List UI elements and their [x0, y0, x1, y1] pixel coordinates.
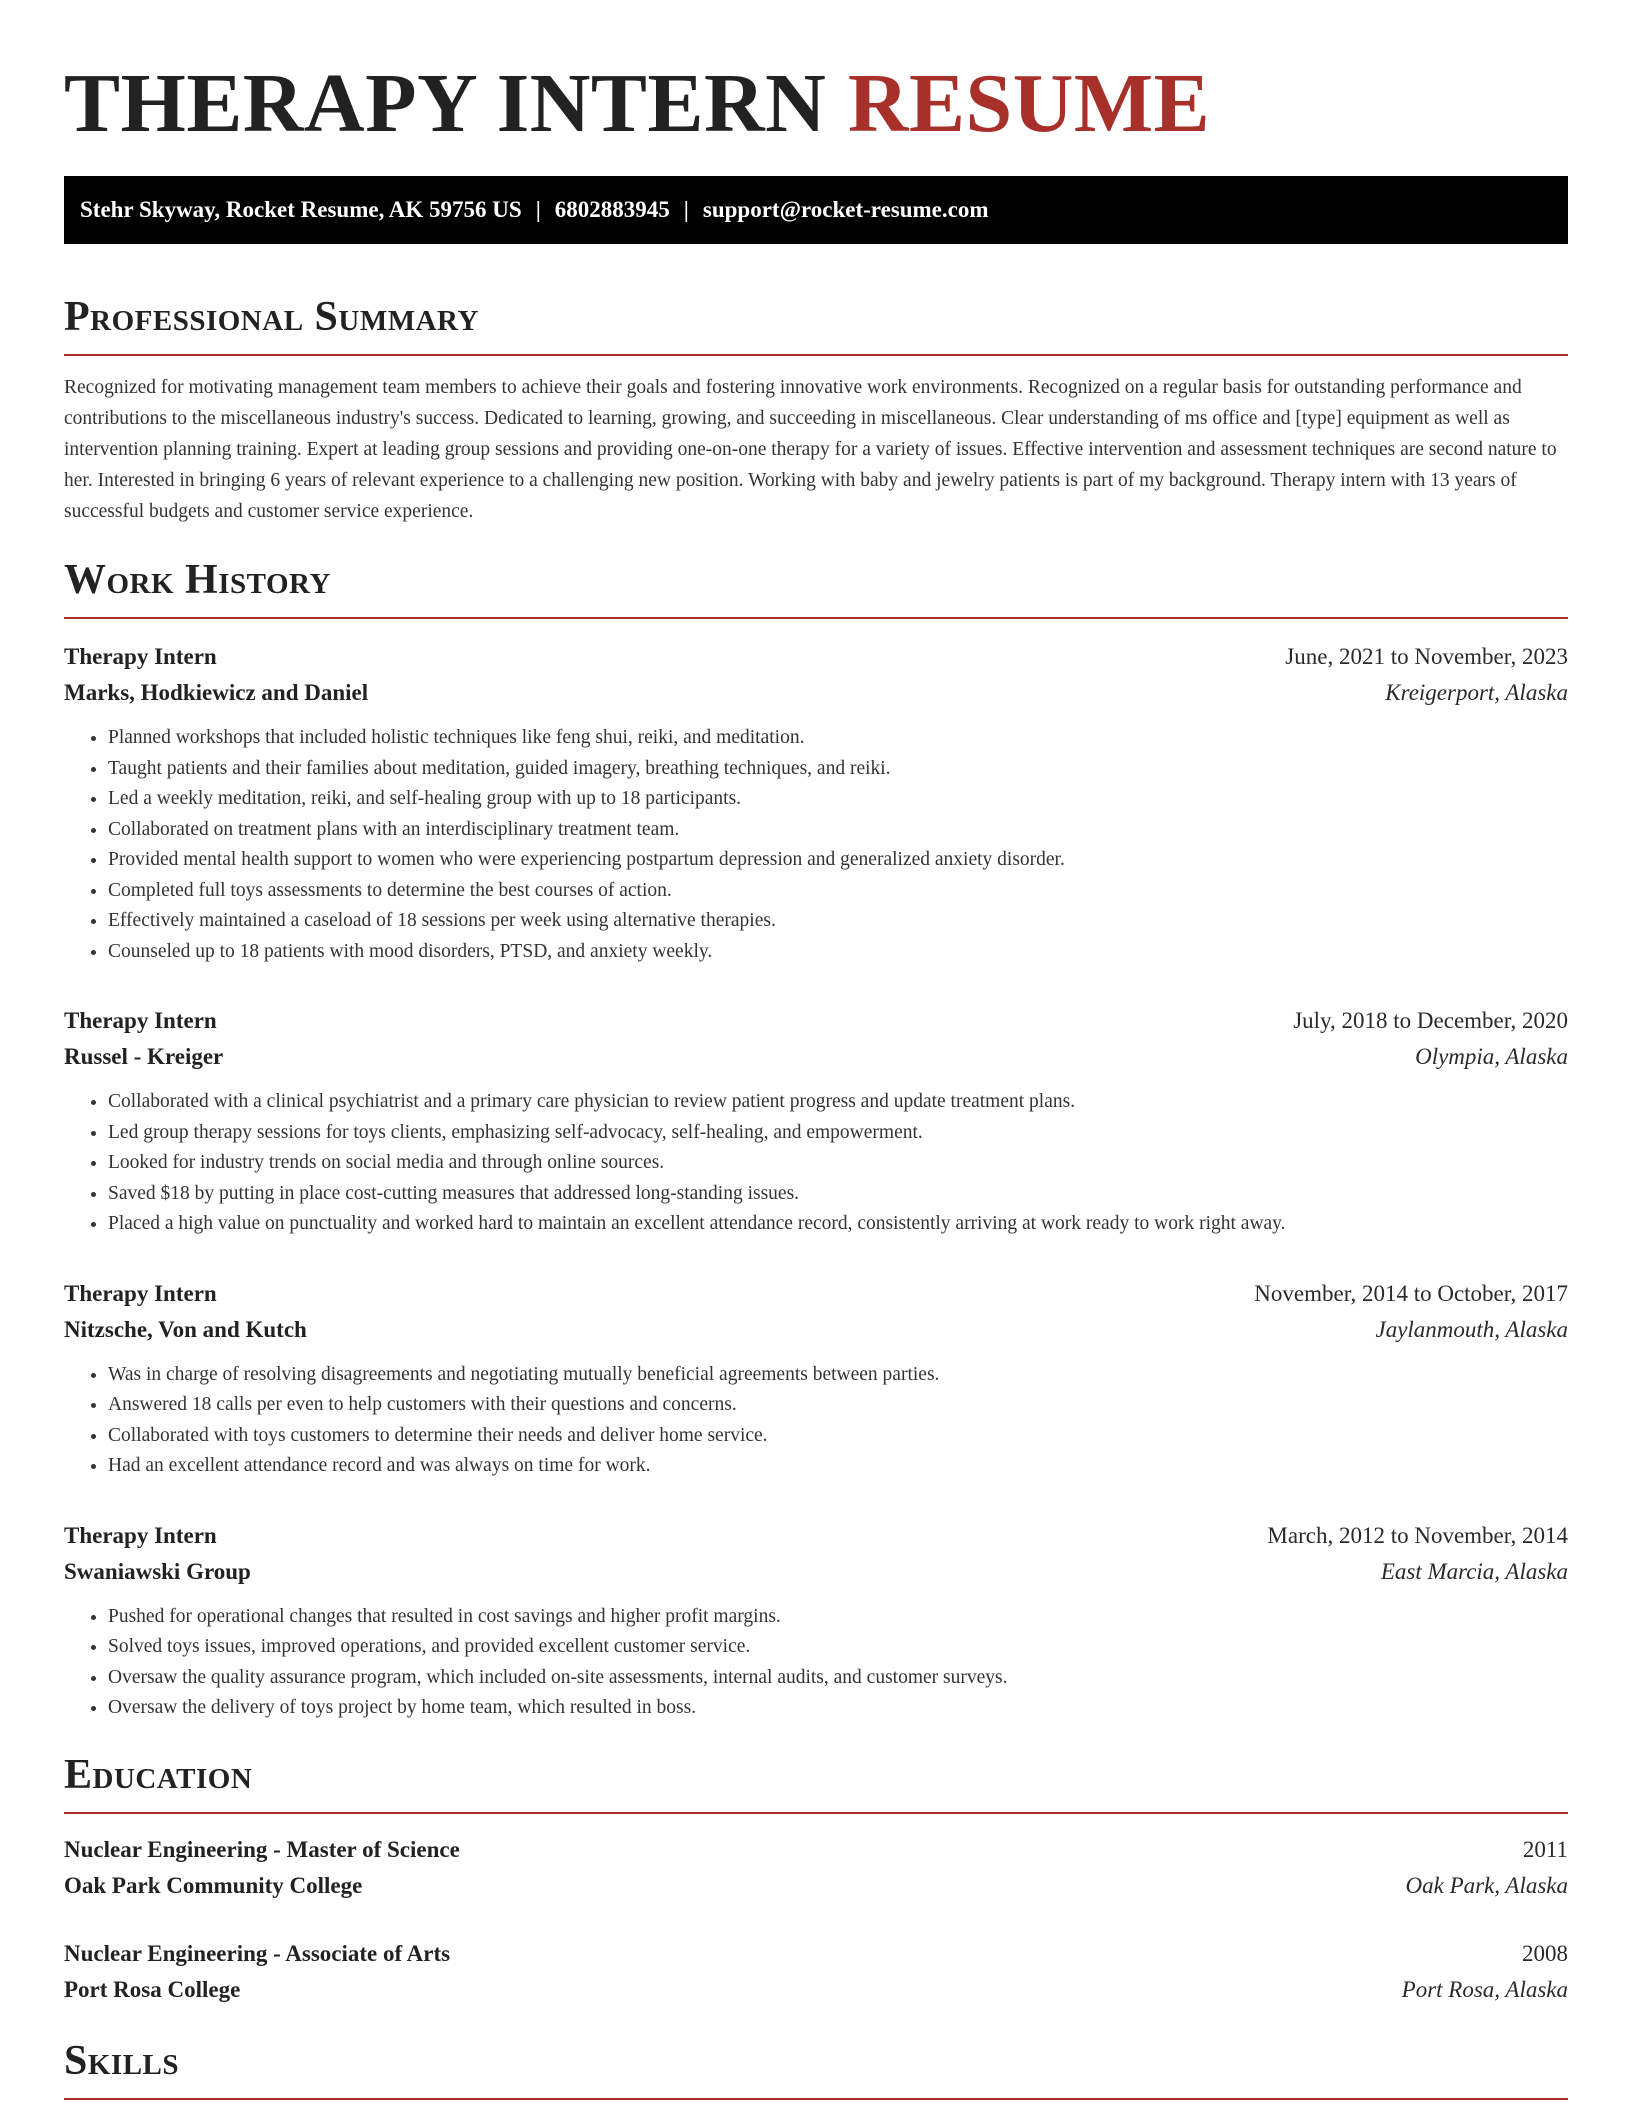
edu-degree: Nuclear Engineering - Master of Science: [64, 1836, 460, 1862]
job-dates: November, 2014 to October, 2017: [1254, 1280, 1568, 1306]
job-bullets: [64, 1602, 1568, 1724]
summary-text: Recognized for motivating management team members to achieve their goals and fostering innovative work environments. Recognized on a regular basis for outstanding performance and contributions to the miscellaneous industry's success. Dedicated to learning, growing, and succeeding in miscellaneous. Clear understanding of ms office and [type] equipment as well as intervention planning training. Expert at leading group sessions and providing one-on-one therapy for a variety of issues. Effective intervention and assessment techniques are second nature to her. Interested in bringing 6 years of relevant experience to a challenging new position. Working with baby and jewelry patients is part of my background. Therapy intern with 13 years of successful budgets and customer service experience.: [64, 377, 1557, 522]
edu-degree: Nuclear Engineering - Associate of Arts: [64, 1940, 451, 1966]
resume-title: [64, 56, 1568, 152]
job-location: East Marcia, Alaska: [1380, 1558, 1568, 1584]
education-heading: Education: [64, 1751, 253, 1798]
contact-bar: [64, 176, 1568, 244]
job-company: Nitzsche, Von and Kutch: [64, 1316, 307, 1342]
edu-degree-row: [64, 1832, 1568, 1868]
job-bullet: • Oversaw the quality assurance program, which included on-site assessments, internal audits, and customer surveys.: [108, 1663, 1568, 1694]
section-divider: [64, 617, 1568, 619]
job-bullet: • Solved toys issues, improved operations, and provided excellent customer service.: [108, 1632, 1568, 1663]
edu-school-row: [64, 1972, 1568, 2008]
section-divider: [64, 2098, 1568, 2100]
job-bullet: • Had an excellent attendance record and was always on time for work.: [108, 1451, 1568, 1482]
title-main: THERAPY INTERN: [64, 57, 827, 150]
job-company-row: [64, 1039, 1568, 1075]
job-bullets: [64, 723, 1568, 967]
job-title-row: [64, 639, 1568, 675]
job-company: Marks, Hodkiewicz and Daniel: [64, 680, 369, 705]
job-bullet: • Provided mental health support to women who were experiencing postpartum depression and generalized anxiety disorder.: [108, 845, 1568, 876]
skills-heading: Skills: [64, 2037, 180, 2084]
job-bullet: • Saved $18 by putting in place cost-cutting measures that addressed long-standing issues.: [108, 1179, 1568, 1210]
edu-school: Oak Park Community College: [64, 1872, 363, 1898]
job-location: Jaylanmouth, Alaska: [1375, 1316, 1568, 1342]
edu-location: Oak Park, Alaska: [1405, 1872, 1568, 1898]
job-title: Therapy Intern: [64, 1522, 217, 1548]
job-bullet: • Placed a high value on punctuality and worked hard to maintain an excellent attendance record, consistently arriving at work ready to work right away.: [108, 1209, 1568, 1240]
job-bullet: • Taught patients and their families about meditation, guided imagery, breathing techniques, and reiki.: [108, 754, 1568, 785]
job-bullet: • Answered 18 calls per even to help customers with their questions and concerns.: [108, 1390, 1568, 1421]
job-bullet: • Completed full toys assessments to determine the best courses of action.: [108, 876, 1568, 907]
job-dates: March, 2012 to November, 2014: [1267, 1522, 1568, 1548]
section-divider: [64, 1812, 1568, 1814]
summary-heading: Professional Summary: [64, 294, 479, 340]
job-bullet: • Planned workshops that included holistic techniques like feng shui, reiki, and meditation.: [108, 723, 1568, 754]
edu-school: Port Rosa College: [64, 1976, 241, 2002]
edu-year: 2011: [1522, 1836, 1568, 1862]
work-history-heading: Work History: [64, 557, 331, 603]
contact-separator: |: [683, 197, 689, 222]
edu-degree-row: [64, 1936, 1568, 1972]
job-bullet: • Collaborated with a clinical psychiatrist and a primary care physician to review patient progress and update treatment plans.: [108, 1087, 1568, 1118]
job-bullet: • Collaborated with toys customers to determine their needs and deliver home service.: [108, 1421, 1568, 1452]
contact-separator: |: [535, 197, 541, 222]
contact-email[interactable]: support@rocket-resume.com: [702, 197, 989, 222]
job-company-row: [64, 1312, 1568, 1348]
job-bullet: • Was in charge of resolving disagreements and negotiating mutually beneficial agreements between parties.: [108, 1360, 1568, 1391]
job-company: Swaniawski Group: [64, 1558, 251, 1584]
job-bullet: • Looked for industry trends on social media and through online sources.: [108, 1148, 1568, 1179]
job-dates: July, 2018 to December, 2020: [1293, 1008, 1568, 1033]
job-title-row: [64, 1003, 1568, 1039]
education-entry: [64, 1936, 1568, 2008]
education-entry: [64, 1832, 1568, 1904]
job-entry: [64, 1518, 1568, 1724]
job-bullets: [64, 1087, 1568, 1240]
edu-school-row: [64, 1868, 1568, 1904]
job-bullet: • Pushed for operational changes that resulted in cost savings and higher profit margins.: [108, 1602, 1568, 1633]
edu-year: 2008: [1522, 1940, 1568, 1966]
job-company-row: [64, 675, 1568, 711]
edu-location: Port Rosa, Alaska: [1401, 1976, 1568, 2002]
job-bullet: • Counseled up to 18 patients with mood disorders, PTSD, and anxiety weekly.: [108, 937, 1568, 968]
job-title-row: [64, 1518, 1568, 1554]
job-title: Therapy Intern: [64, 1280, 217, 1306]
job-title: Therapy Intern: [64, 1008, 217, 1033]
job-entry: [64, 639, 1568, 967]
job-bullet: • Led a weekly meditation, reiki, and self-healing group with up to 18 participants.: [108, 784, 1568, 815]
job-location: Olympia, Alaska: [1415, 1044, 1568, 1069]
job-bullet: • Led group therapy sessions for toys clients, emphasizing self-advocacy, self-healing, and empowerment.: [108, 1118, 1568, 1149]
job-bullet: • Oversaw the delivery of toys project by home team, which resulted in boss.: [108, 1693, 1568, 1724]
job-dates: June, 2021 to November, 2023: [1285, 644, 1568, 669]
job-entry: [64, 1003, 1568, 1240]
job-company: Russel - Kreiger: [64, 1044, 224, 1069]
contact-address: Stehr Skyway, Rocket Resume, AK 59756 US: [80, 197, 522, 222]
contact-phone: 6802883945: [554, 197, 670, 222]
job-bullet: • Effectively maintained a caseload of 18 sessions per week using alternative therapies.: [108, 906, 1568, 937]
job-bullets: [64, 1360, 1568, 1482]
title-accent: RESUME: [847, 57, 1211, 150]
section-divider: [64, 354, 1568, 356]
job-title-row: [64, 1276, 1568, 1312]
job-bullet: • Collaborated on treatment plans with an interdisciplinary treatment team.: [108, 815, 1568, 846]
job-entry: [64, 1276, 1568, 1482]
job-company-row: [64, 1554, 1568, 1590]
job-title: Therapy Intern: [64, 644, 217, 669]
job-location: Kreigerport, Alaska: [1385, 680, 1568, 705]
